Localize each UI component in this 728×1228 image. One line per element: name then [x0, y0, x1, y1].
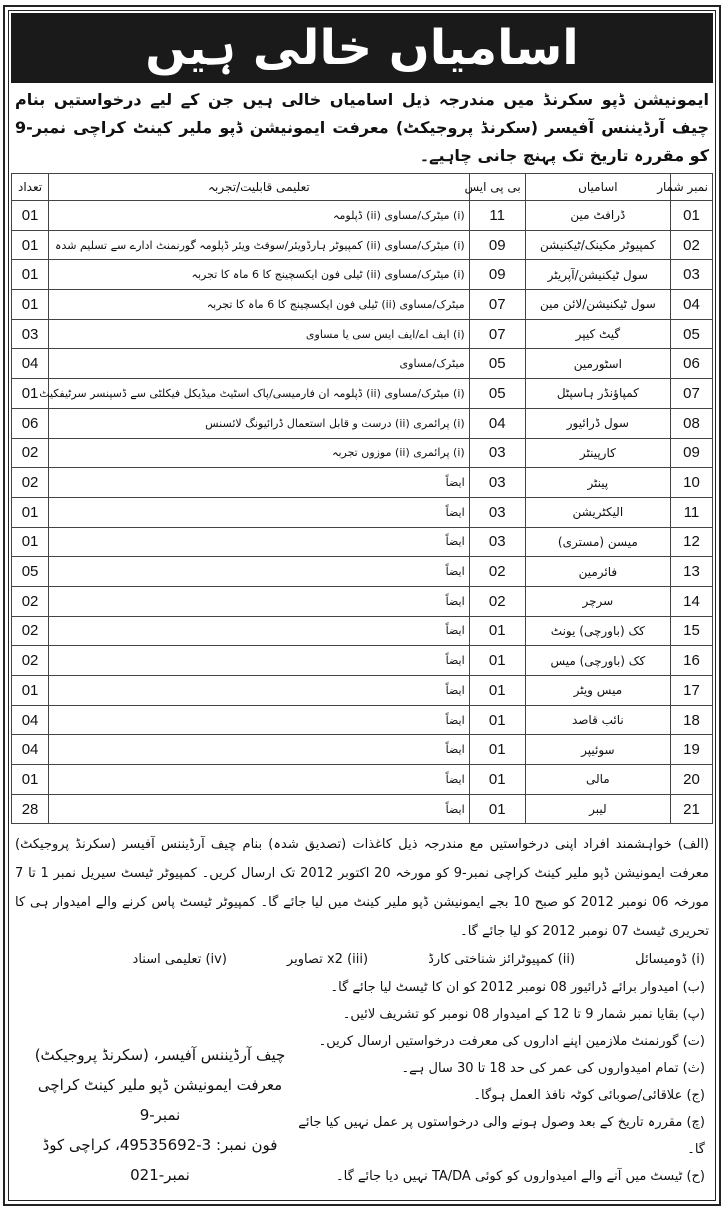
cell-serial: 10	[670, 468, 712, 498]
table-row	[12, 765, 713, 795]
table-row	[12, 586, 713, 616]
cell-post: گیٹ کیپر	[525, 319, 670, 349]
cell-bps: 03	[469, 497, 525, 527]
cell-bps: 03	[469, 468, 525, 498]
cell-count: 01	[12, 201, 49, 231]
table-row	[12, 735, 713, 765]
note-item: (ث) تمام امیدواروں کی عمر کی حد 18 تا 30 سال ہے۔	[401, 1061, 705, 1077]
cell-count: 01	[12, 290, 49, 320]
table-row	[12, 319, 713, 349]
intro-paragraph: ایمونیشن ڈپو سکرنڈ میں مندرجہ ذیل اسامیاں خالی ہیں جن کے لیے درخواستیں بنام چیف آرڈیننس آفیسر (سکرنڈ پروجیکٹ) معرفت ایمونیشن ڈپو ملیر کینٹ کراچی نمبر-9 کو مقررہ تاریخ تک پہنچ جانی چاہیے۔	[15, 90, 709, 165]
cell-bps: 07	[469, 319, 525, 349]
document-item: (iii) x2 تصاویر	[286, 952, 369, 968]
cell-count: 01	[12, 527, 49, 557]
cell-bps: 01	[469, 735, 525, 765]
cell-serial: 04	[670, 290, 712, 320]
cell-bps: 01	[469, 705, 525, 735]
cell-bps: 03	[469, 527, 525, 557]
document-item: (i) ڈومیسائل	[635, 952, 705, 968]
table-row	[12, 557, 713, 587]
table-row	[12, 349, 713, 379]
cell-post: سرچر	[525, 586, 670, 616]
cell-count: 02	[12, 468, 49, 498]
cell-qualification: ایضاً	[49, 765, 470, 795]
cell-count: 02	[12, 438, 49, 468]
table-row	[12, 201, 713, 231]
signature-address: معرفت ایمونیشن ڈپو ملیر کینٹ کراچی نمبر-9	[37, 1076, 283, 1125]
cell-count: 06	[12, 408, 49, 438]
cell-serial: 01	[670, 201, 712, 231]
note-item: (پ) بقایا نمبر شمار 9 تا 12 کے امیدوار 08 نومبر کو تشریف لائیں۔	[342, 1007, 705, 1023]
cell-count: 01	[12, 497, 49, 527]
cell-post: کمپاؤنڈر ہاسپٹل	[525, 379, 670, 409]
table-row	[12, 438, 713, 468]
cell-bps: 01	[469, 646, 525, 676]
cell-post: سول ٹیکنیشن/آپریٹر	[525, 260, 670, 290]
cell-qualification: ایضاً	[49, 586, 470, 616]
cell-bps: 09	[469, 230, 525, 260]
notes-bottom	[15, 974, 709, 1190]
cell-qualification: ایضاً	[49, 735, 470, 765]
cell-count: 01	[12, 765, 49, 795]
cell-post: مالی	[525, 765, 670, 795]
cell-qualification: (i) میٹرک/مساوی (ii) کمپیوٹر ہارڈویئر/سوفٹ ویئر ڈپلومہ گورنمنٹ ادارے سے تسلیم شدہ	[49, 230, 470, 260]
cell-bps: 01	[469, 765, 525, 795]
cell-serial: 16	[670, 646, 712, 676]
table-row	[12, 468, 713, 498]
cell-serial: 11	[670, 497, 712, 527]
cell-bps: 02	[469, 586, 525, 616]
cell-post: کارپینٹر	[525, 438, 670, 468]
cell-bps: 01	[469, 676, 525, 706]
note-item: (ج) علاقائی/صوبائی کوٹہ نافذ العمل ہوگا۔	[473, 1088, 705, 1104]
page-title: اسامیاں خالی ہیں	[145, 20, 579, 76]
cell-serial: 03	[670, 260, 712, 290]
document-item: (ii) کمپیوٹرائز شناختی کارڈ	[428, 952, 576, 968]
cell-post: اسٹورمین	[525, 349, 670, 379]
cell-qualification: (i) پرائمری (ii) درست و قابل استعمال ڈرائیونگ لائسنس	[49, 408, 470, 438]
vacancies-table	[11, 173, 713, 824]
cell-post: نائب قاصد	[525, 705, 670, 735]
note-item: (چ) مقررہ تاریخ کے بعد وصول ہونے والی درخواستوں پر عمل نہیں کیا جائے گا۔	[298, 1115, 705, 1158]
cell-qualification: ایضاً	[49, 616, 470, 646]
cell-serial: 21	[670, 794, 712, 824]
cell-serial: 20	[670, 765, 712, 795]
cell-post: ڈرافٹ مین	[525, 201, 670, 231]
cell-count: 01	[12, 230, 49, 260]
cell-serial: 12	[670, 527, 712, 557]
cell-bps: 07	[469, 290, 525, 320]
cell-qualification: (i) میٹرک/مساوی (ii) ڈپلومہ ان فارمیسی/پاک اسٹیٹ میڈیکل فیکلٹی سے ڈسپنسر سرٹیفکیٹ	[49, 379, 470, 409]
header-post: اسامیاں	[525, 174, 670, 201]
cell-serial: 05	[670, 319, 712, 349]
table-row	[12, 527, 713, 557]
required-documents	[15, 946, 709, 974]
table-row	[12, 705, 713, 735]
note-item: (ح) ٹیسٹ میں آنے والے امیدواروں کو کوئی TA/DA نہیں دیا جائے گا۔	[335, 1169, 705, 1185]
cell-qualification: ایضاً	[49, 794, 470, 824]
cell-count: 04	[12, 735, 49, 765]
cell-post: سوئیپر	[525, 735, 670, 765]
cell-post: فائرمین	[525, 557, 670, 587]
cell-serial: 09	[670, 438, 712, 468]
cell-bps: 09	[469, 260, 525, 290]
cell-count: 02	[12, 646, 49, 676]
document-item: (iv) تعلیمی اسناد	[132, 952, 227, 968]
table-row	[12, 260, 713, 290]
cell-bps: 02	[469, 557, 525, 587]
cell-serial: 18	[670, 705, 712, 735]
cell-serial: 06	[670, 349, 712, 379]
cell-serial: 15	[670, 616, 712, 646]
cell-post: کک (باورچی) یونٹ	[525, 616, 670, 646]
table-row	[12, 676, 713, 706]
cell-count: 04	[12, 705, 49, 735]
cell-qualification: ایضاً	[49, 646, 470, 676]
cell-bps: 01	[469, 794, 525, 824]
header-serial: نمبر شمار	[670, 174, 712, 201]
signature-block	[25, 1040, 295, 1190]
cell-post: لیبر	[525, 794, 670, 824]
cell-qualification: (i) میٹرک/مساوی (ii) ڈپلومہ	[49, 201, 470, 231]
table-row	[12, 408, 713, 438]
cell-count: 04	[12, 349, 49, 379]
cell-serial: 02	[670, 230, 712, 260]
cell-serial: 19	[670, 735, 712, 765]
note-item: (ت) گورنمنٹ ملازمین اپنے اداروں کی معرفت درخواستیں ارسال کریں۔	[318, 1034, 705, 1050]
table-row	[12, 646, 713, 676]
cell-bps: 03	[469, 438, 525, 468]
notes-section	[15, 830, 709, 1190]
cell-post: الیکٹریشن	[525, 497, 670, 527]
cell-bps: 01	[469, 616, 525, 646]
note-items	[295, 974, 709, 1190]
cell-post: میسن (مستری)	[525, 527, 670, 557]
cell-serial: 14	[670, 586, 712, 616]
note-alif: (الف) خواہشمند افراد اپنی درخواستیں مع مندرجہ ذیل کاغذات (تصدیق شدہ) بنام چیف آرڈیننس آفیسر (سکرنڈ پروجیکٹ) معرفت ایمونیشن ڈپو ملیر کینٹ کراچی نمبر-9 کو مورخہ 20 اکتوبر 2012 تک ارسال کریں۔ کمپیوٹر ٹیسٹ سیریل نمبر 1 تا 7 مورخہ 06 نومبر 2012 کو صبح 10 بجے ایمونیشن ڈپو ملیر کینٹ میں لیا جائے گا۔ کمپیوٹر ٹیسٹ پاس کرنے والے امیدوار ہی کا تحریری ٹیسٹ 07 نومبر 2012 کو لیا جائے گا۔	[15, 837, 710, 940]
cell-qualification: (i) ایف اے/ایف ایس سی یا مساوی	[49, 319, 470, 349]
cell-qualification: ایضاً	[49, 557, 470, 587]
cell-qualification: ایضاً	[49, 705, 470, 735]
cell-bps: 05	[469, 349, 525, 379]
note-item: (ب) امیدوار برائے ڈرائیور 08 نومبر 2012 کو ان کا ٹیسٹ لیا جائے گا۔	[330, 980, 705, 996]
signature-title: چیف آرڈیننس آفیسر، (سکرنڈ پروجیکٹ)	[34, 1046, 286, 1065]
cell-bps: 04	[469, 408, 525, 438]
cell-qualification: (i) میٹرک/مساوی (ii) ٹیلی فون ایکسچینج کا 6 ماہ کا تجربہ	[49, 260, 470, 290]
table-row	[12, 497, 713, 527]
table-row	[12, 794, 713, 824]
cell-post: میس ویٹر	[525, 676, 670, 706]
cell-qualification: ایضاً	[49, 527, 470, 557]
cell-serial: 13	[670, 557, 712, 587]
outer-border	[3, 5, 721, 1206]
cell-post: سول ٹیکنیشن/لائن مین	[525, 290, 670, 320]
cell-post: پینٹر	[525, 468, 670, 498]
cell-qualification: میٹرک/مساوی	[49, 349, 470, 379]
header-qualification: تعلیمی قابلیت/تجربہ	[49, 174, 470, 201]
cell-serial: 08	[670, 408, 712, 438]
table-header-row	[12, 174, 713, 201]
cell-count: 01	[12, 379, 49, 409]
inner-border	[8, 10, 716, 1201]
cell-qualification: (i) پرائمری (ii) موزوں تجربہ	[49, 438, 470, 468]
cell-post: کمپیوٹر مکینک/ٹیکنیشن	[525, 230, 670, 260]
title-banner	[11, 13, 713, 83]
cell-count: 05	[12, 557, 49, 587]
cell-qualification: ایضاً	[49, 676, 470, 706]
cell-count: 02	[12, 586, 49, 616]
cell-bps: 11	[469, 201, 525, 231]
cell-post: کک (باورچی) میس	[525, 646, 670, 676]
cell-count: 28	[12, 794, 49, 824]
table-row	[12, 379, 713, 409]
cell-post: سول ڈرائیور	[525, 408, 670, 438]
cell-count: 01	[12, 676, 49, 706]
cell-qualification: میٹرک/مساوی (ii) ٹیلی فون ایکسچینج کا 6 ماہ کا تجربہ	[49, 290, 470, 320]
signature-phone: فون نمبر: 3-49535692، کراچی کوڈ نمبر-021	[42, 1136, 278, 1185]
cell-serial: 17	[670, 676, 712, 706]
cell-count: 02	[12, 616, 49, 646]
table-row	[12, 290, 713, 320]
table-row	[12, 616, 713, 646]
cell-qualification: ایضاً	[49, 468, 470, 498]
header-count: تعداد	[12, 174, 49, 201]
cell-bps: 05	[469, 379, 525, 409]
cell-qualification: ایضاً	[49, 497, 470, 527]
table-row	[12, 230, 713, 260]
cell-serial: 07	[670, 379, 712, 409]
cell-count: 03	[12, 319, 49, 349]
cell-count: 01	[12, 260, 49, 290]
header-bps: بی پی ایس	[469, 174, 525, 201]
